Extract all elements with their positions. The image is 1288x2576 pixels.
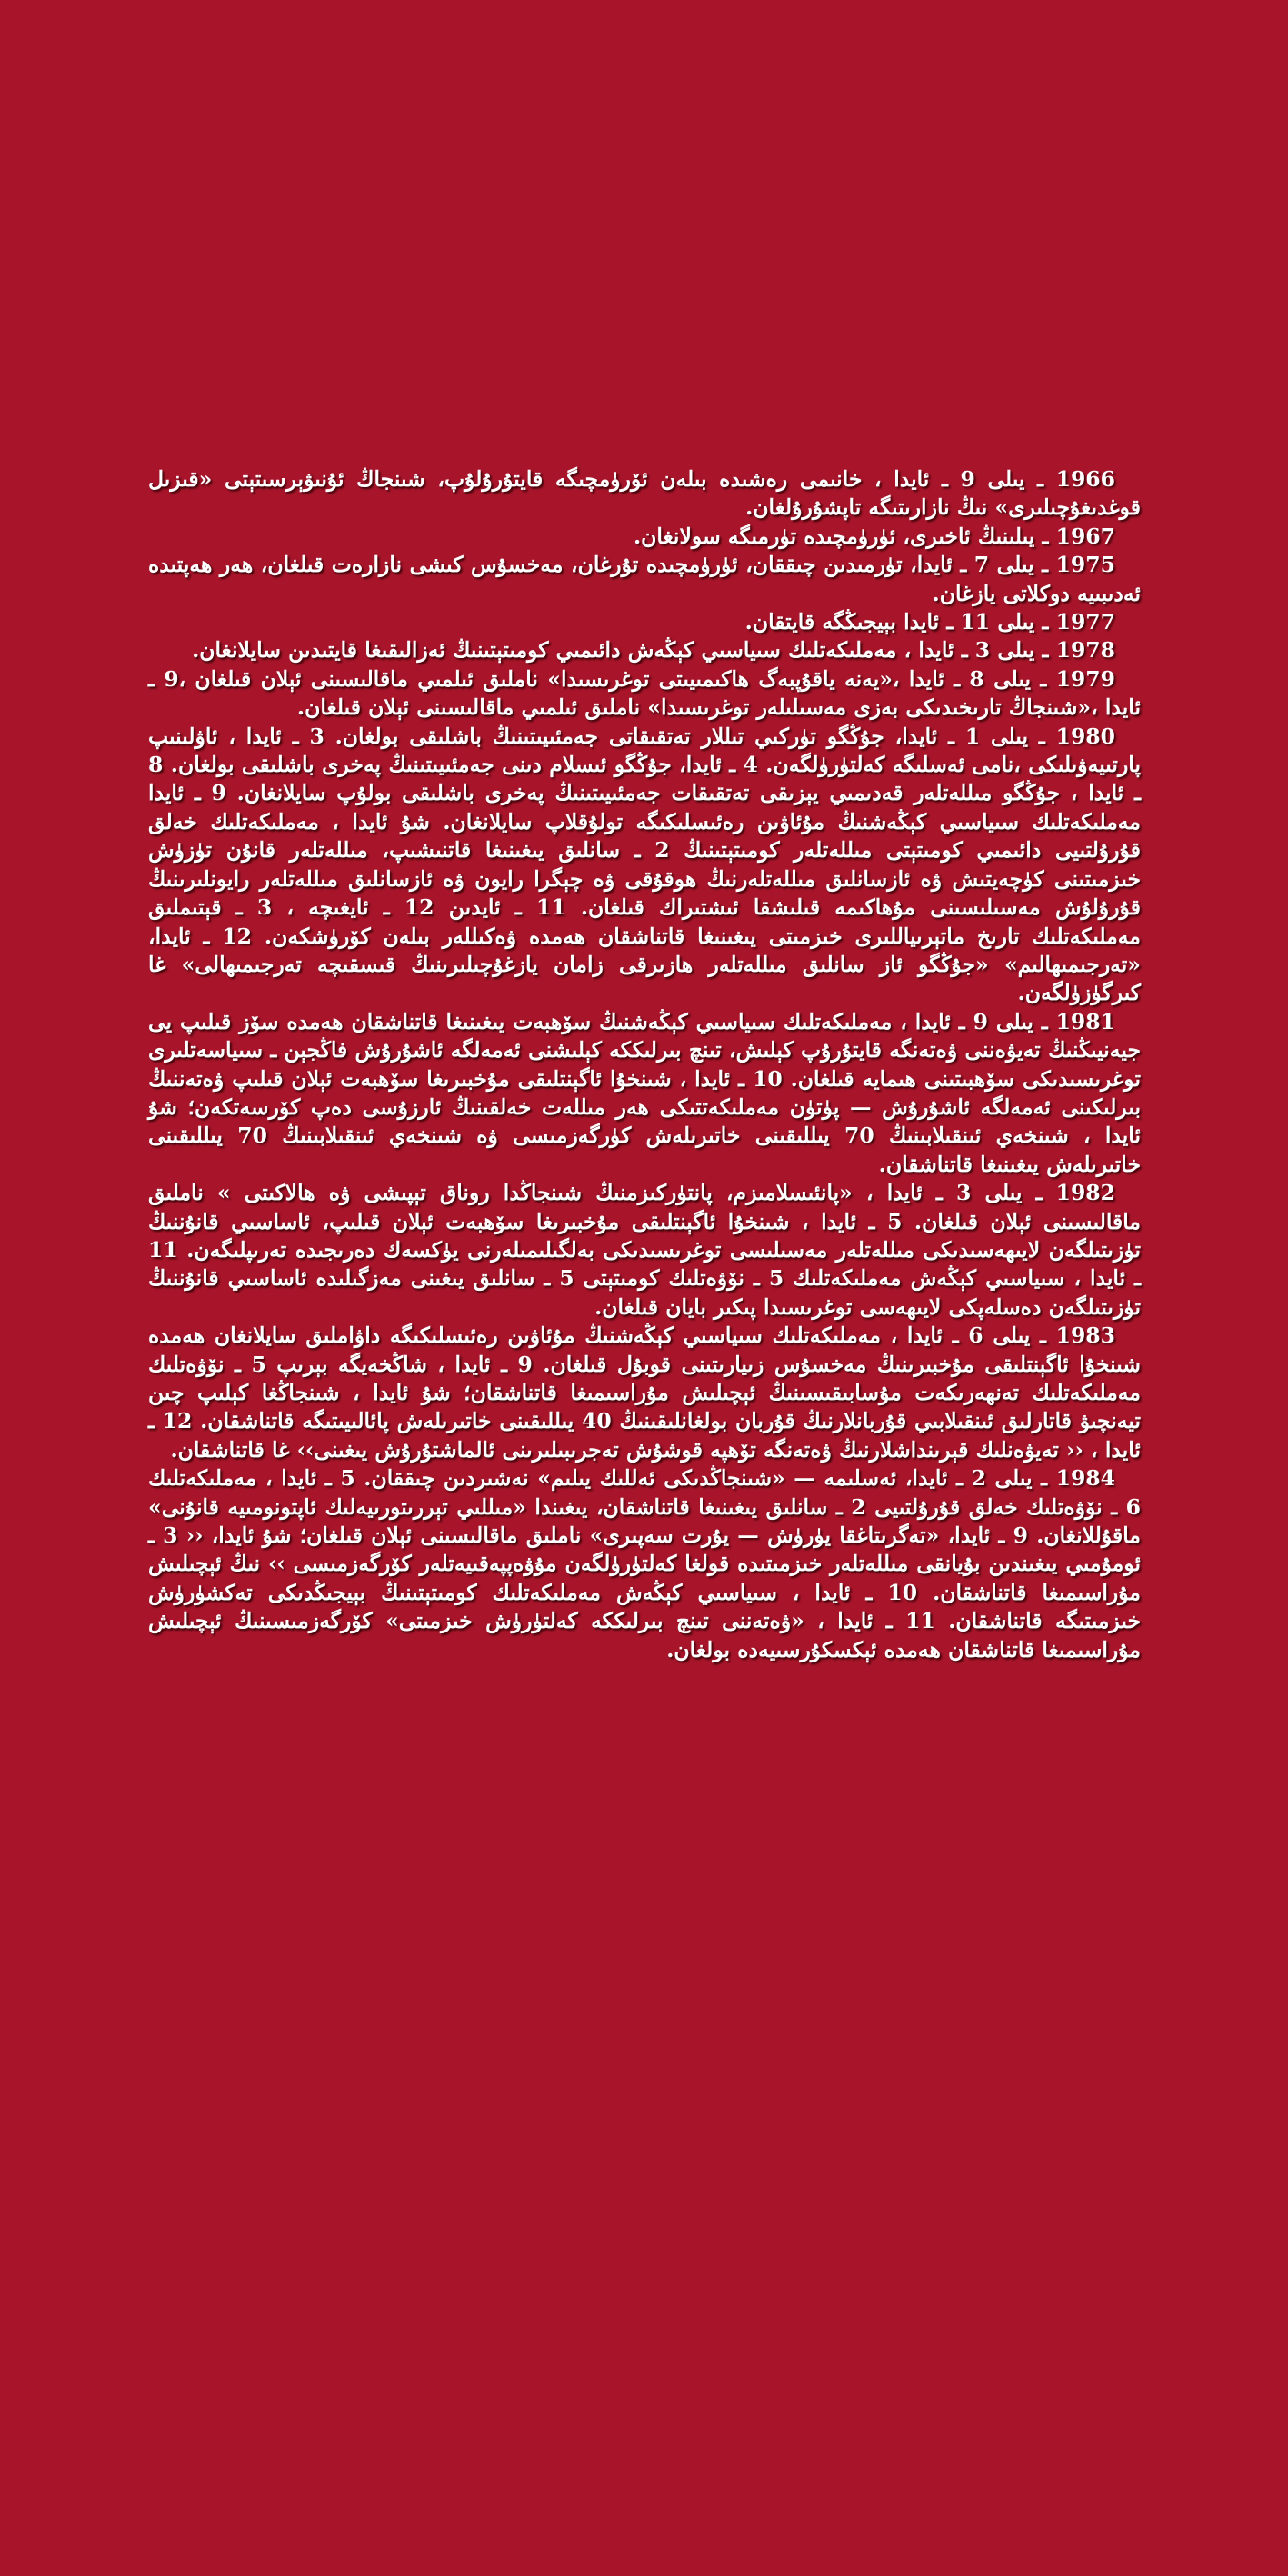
chronology-entry-1979: 1979 ـ يىلى 8 ـ ئايدا ،«يەنە ياقۇپبەگ ھاكىمىيىتى توغرىسىدا» ناملىق ئىلمىي ماقالىسىنى ئېلان قىلغان ،9 ـ ئايدا ،«شىنجاڭ تارىخىدىكى بەزى مەسىلىلەر توغرىسىدا» ناملىق ئىلمىي ماقالىسىنى ئېلان قىلغان. — [148, 665, 1141, 721]
chronology-entry-1982: 1982 ـ يىلى 3 ـ ئايدا ، «پانئىسلامىزم، پانتۈركىزمنىڭ شىنجاڭدا روناق تېپىشى ۋە ھالاكىتى » ناملىق ماقالىسىنى ئېلان قىلغان. 5 ـ ئايدا ، شىنخۇا ئاگېنتلىقى مۇخبىرىغا سۆھبەت ئېلان قىلىپ، ئاساسىي قانۇننىڭ تۈزىتىلگەن لايىھەسىدىكى مىللەتلەر مەسىلىسى توغرىسىدىكى بەلگىلىمىلەرنى يۈكسەك دەرىجىدە تەرىپلىگەن. 11 ـ ئايدا ، سىياسىي كېڭەش مەملىكەتلىك 5 ـ نۆۋەتلىك كومىتېتى 5 ـ سانلىق يىغىنى مەزگىلىدە ئاساسىي قانۇننىڭ تۈزىتىلگەن دەسلەپكى لايىھەسى توغرىسىدا پىكىر بايان قىلغان. — [148, 1180, 1141, 1320]
chronology-entry-1977: 1977 ـ يىلى 11 ـ ئايدا بېيجىڭگە قايتقان. — [744, 609, 1115, 635]
chronology-entry-1967: 1967 ـ يىلىنىڭ ئاخىرى، ئۈرۈمچىدە تۈرمىگە سولانغان. — [633, 523, 1115, 549]
chronology-entry-1984: 1984 ـ يىلى 2 ـ ئايدا، ئەسلىمە — «شىنجاڭدىكى ئەللىك يىلىم» نەشىردىن چىققان. 5 ـ ئايدا ، مەملىكەتلىك 6 ـ نۆۋەتلىك خەلق قۇرۇلتىيى 2 ـ سانلىق يىغىنىغا قاتناشقان، يىغىندا «مىللىي تېررىتورىيەلىك ئاپتونومىيە قانۇنى» ماقۇللانغان. 9 ـ ئايدا، «تەگرىتاغقا يۈرۈش — يۇرت سەپىرى» ناملىق ماقالىسىنى ئېلان قىلغان؛ شۇ ئايدا، ‹‹ 3 ـ ئومۇمىي يىغىندىن بۇيانقى مىللەتلەر خىزمىتىدە قولغا كەلتۈرۈلگەن مۇۋەپپەقىيەتلەر كۆرگەزمىسى ›› نىڭ ئېچىلىش مۇراسىمىغا قاتناشقان. 10 ـ ئايدا ، سىياسىي كېڭەش مەملىكەتلىك كومىتېتىنىڭ بېيجىڭدىكى تەكشۈرۈش خىزمىتىگە قاتناشقان. 11 ـ ئايدا ، «ۋەتەننى تىنچ بىرلىككە كەلتۈرۈش خىزمىتى» كۆرگەزمىسىنىڭ ئېچىلىش مۇراسىمىغا قاتناشقان ھەمدە ئېكسكۇرسىيەدە بولغان. — [148, 1465, 1142, 1662]
chronology-entry-1975: 1975 ـ يىلى 7 ـ ئايدا، تۈرمىدىن چىققان، ئۈرۈمچىدە تۇرغان، مەخسۇس كىشى نازارەت قىلغان، ھەر ھەپتىدە ئەدىبىيە دوكلاتى يازغان. — [148, 552, 1141, 606]
chronology-entry-1980: 1980 ـ يىلى 1 ـ ئايدا، جۇڭگو تۈركىي تىللار تەتقىقاتى جەمئىيىتىنىڭ باشلىقى بولغان. 3 ـ ئايدا ، ئاۋلىنىپ پارتىيەۋىلىكى ،نامى ئەسلىگە كەلتۈرۈلگەن. 4 ـ ئايدا، جۇڭگو ئىسلام دىنى جەمئىيىتىنىڭ پەخرى باشلىقى بولغان. 8 ـ ئايدا ، جۇڭگو مىللەتلەر قەدىمىي يېزىقى تەتقىقات جەمئىيىتىنىڭ پەخرى باشلىقى بولۇپ سايلانغان. 9 ـ ئايدا مەملىكەتلىك سىياسىي كېڭەشنىڭ مۇئاۋىن رەئىسلىكىگە تولۇقلاپ سايلانغان. شۇ ئايدا ، مەملىكەتلىك خەلق قۇرۇلتىيى دائىمىي كومىتېتى مىللەتلەر كومىتېتىنىڭ 2 ـ سانلىق يىغىنىغا قاتنىشىپ، مىللەتلەر قانۇن تۈزۈش خىزمىتىنى كۈچەيتىش ۋە ئازسانلىق مىللەتلەرنىڭ ھوقۇقى ۋە چېگرا رايون ۋە ئازسانلىق مىللەتلەر رايونلىرىنىڭ قۇرۇلۇش مەسىلىسىنى مۇھاكىمە قىلىشقا ئىشتىراك قىلغان. 11 ـ ئايدىن 12 ـ ئايغىچە ، 3 ـ قېتىملىق مەملىكەتلىك تارىخ ماتېرىياللىرى خىزمىتى يىغىنىغا قاتناشقان ھەمدە ۋەكىللەر بىلەن كۆرۈشكەن. 12 ـ ئايدا، «تەرجىمىھالىم» «جۇڭگو ئاز سانلىق مىللەتلەر ھازىرقى زامان يازغۇچىلىرىنىڭ قىسقىچە تەرجىمىھالى» غا كىرگۈزۈلگەن. — [148, 723, 1142, 1006]
chronology-entry-1978: 1978 ـ يىلى 3 ـ ئايدا ، مەملىكەتلىك سىياسىي كېڭەش دائىمىي كومىتېتىنىڭ ئەزالىقىغا قايتىدىن سايلانغان. — [192, 637, 1115, 664]
chronology-entry-1966: 1966 ـ يىلى 9 ـ ئايدا ، خانىمى رەشىدە بىلەن ئۆرۈمچىگە قايتۇرۇلۇپ، شىنجاڭ ئۇنىۋېرسىتېتى «قىزىل قوغدىغۇچىلىرى» نىڭ نازارىتىگە تاپشۇرۇلغان. — [148, 466, 1141, 521]
chronology-entry-1983: 1983 ـ يىلى 6 ـ ئايدا ، مەملىكەتلىك سىياسىي كېڭەشنىڭ مۇئاۋىن رەئىسلىكىگە داۋاملىق سايلانغان ھەمدە شىنخۇا ئاگېنتلىقى مۇخبىرىنىڭ مەخسۇس زىيارىتىنى قوبۇل قىلغان. 9 ـ ئايدا ، شاڭخەيگە بېرىپ 5 ـ نۆۋەتلىك مەملىكەتلىك تەنھەرىكەت مۇسابىقىسىنىڭ ئېچىلىش مۇراسىمىغا قاتناشقان؛ شۇ ئايدا ، شىنجاڭغا كېلىپ چىن تيەنچىۋ قاتارلىق ئىنقىلابىي قۇربانلارنىڭ قۇربان بولغانلىقىنىڭ 40 يىللىقىنى خاتىرىلەش پائالىيىتىگە قاتناشقان. 12 ـ ئايدا ، ‹‹ تەيۋەنلىك قېرىنداشلارنىڭ ۋەتەنگە تۆھپە قوشۇش تەجرىبىلىرىنى ئالماشتۇرۇش يىغىنى›› غا قاتناشقان. — [148, 1323, 1141, 1463]
chronology-text-block — [148, 465, 1141, 1664]
chronology-entry-1981: 1981 ـ يىلى 9 ـ ئايدا ، مەملىكەتلىك سىياسىي كېڭەشنىڭ سۆھبەت يىغىنىغا قاتناشقان ھەمدە سۆز قىلىپ يى جيەنيىڭنىڭ تەيۋەننى ۋەتەنگە قايتۇرۇپ كېلىش، تىنچ بىرلىككە كېلىشنى ئەمەلگە ئاشۇرۇش فاڭجېن ـ سىياسەتلىرى توغرىسىدىكى سۆھبىتىنى ھىمايە قىلغان. 10 ـ ئايدا ، شىنخۇا ئاگېنتلىقى مۇخبىرىغا سۆھبەت ئېلان قىلىپ ۋەتەننىڭ بىرلىكىنى ئەمەلگە ئاشۇرۇش — پۈتۈن مەملىكەتتىكى ھەر مىللەت خەلقىنىڭ ئارزۇسى دەپ كۆرسەتكەن؛ شۇ ئايدا ، شىنخەي ئىنقىلابىنىڭ 70 يىللىقىنى خاتىرىلەش كۈرگەزمىسى ۋە شىنخەي ئىنقىلابىنىڭ 70 يىللىقىنى خاتىرىلەش يىغىنىغا قاتناشقان. — [148, 1008, 1142, 1177]
